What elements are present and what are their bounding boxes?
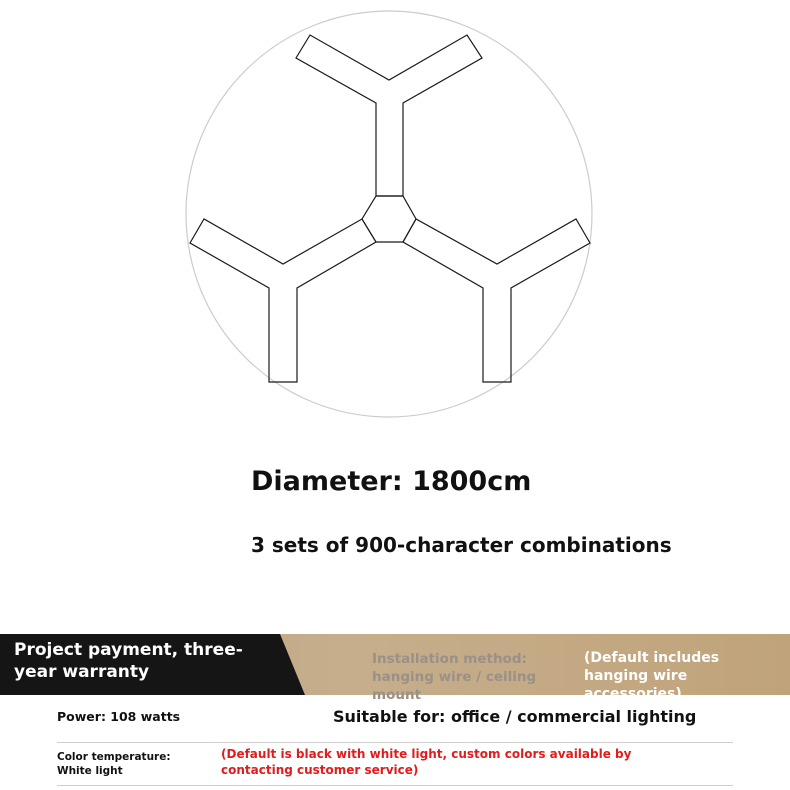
left-y-arm bbox=[190, 219, 376, 382]
installation-method: Installation method: hanging wire / ceiling mount bbox=[372, 651, 537, 703]
suitable-spec: Suitable for: office / commercial lighting bbox=[333, 707, 697, 726]
warranty-text: Project payment, three-year warranty bbox=[14, 640, 243, 682]
combination-label: 3 sets of 900-character combinations bbox=[251, 533, 672, 557]
diameter-label: Diameter: 1800cm bbox=[251, 466, 532, 497]
custom-color-note: (Default is black with white light, custom colors available by contacting customer service) bbox=[221, 747, 632, 777]
default-accessories: (Default includes hanging wire accessories) bbox=[584, 650, 720, 702]
diameter-circle bbox=[186, 11, 592, 417]
color-temperature-spec: Color temperature: White light bbox=[57, 751, 171, 777]
power-spec: Power: 108 watts bbox=[57, 709, 181, 724]
top-y-arm bbox=[296, 35, 482, 196]
center-hexagon bbox=[362, 196, 416, 242]
lamp-outline bbox=[190, 35, 590, 382]
divider-2 bbox=[57, 785, 733, 786]
divider-1 bbox=[57, 742, 733, 743]
right-y-arm bbox=[403, 219, 590, 382]
